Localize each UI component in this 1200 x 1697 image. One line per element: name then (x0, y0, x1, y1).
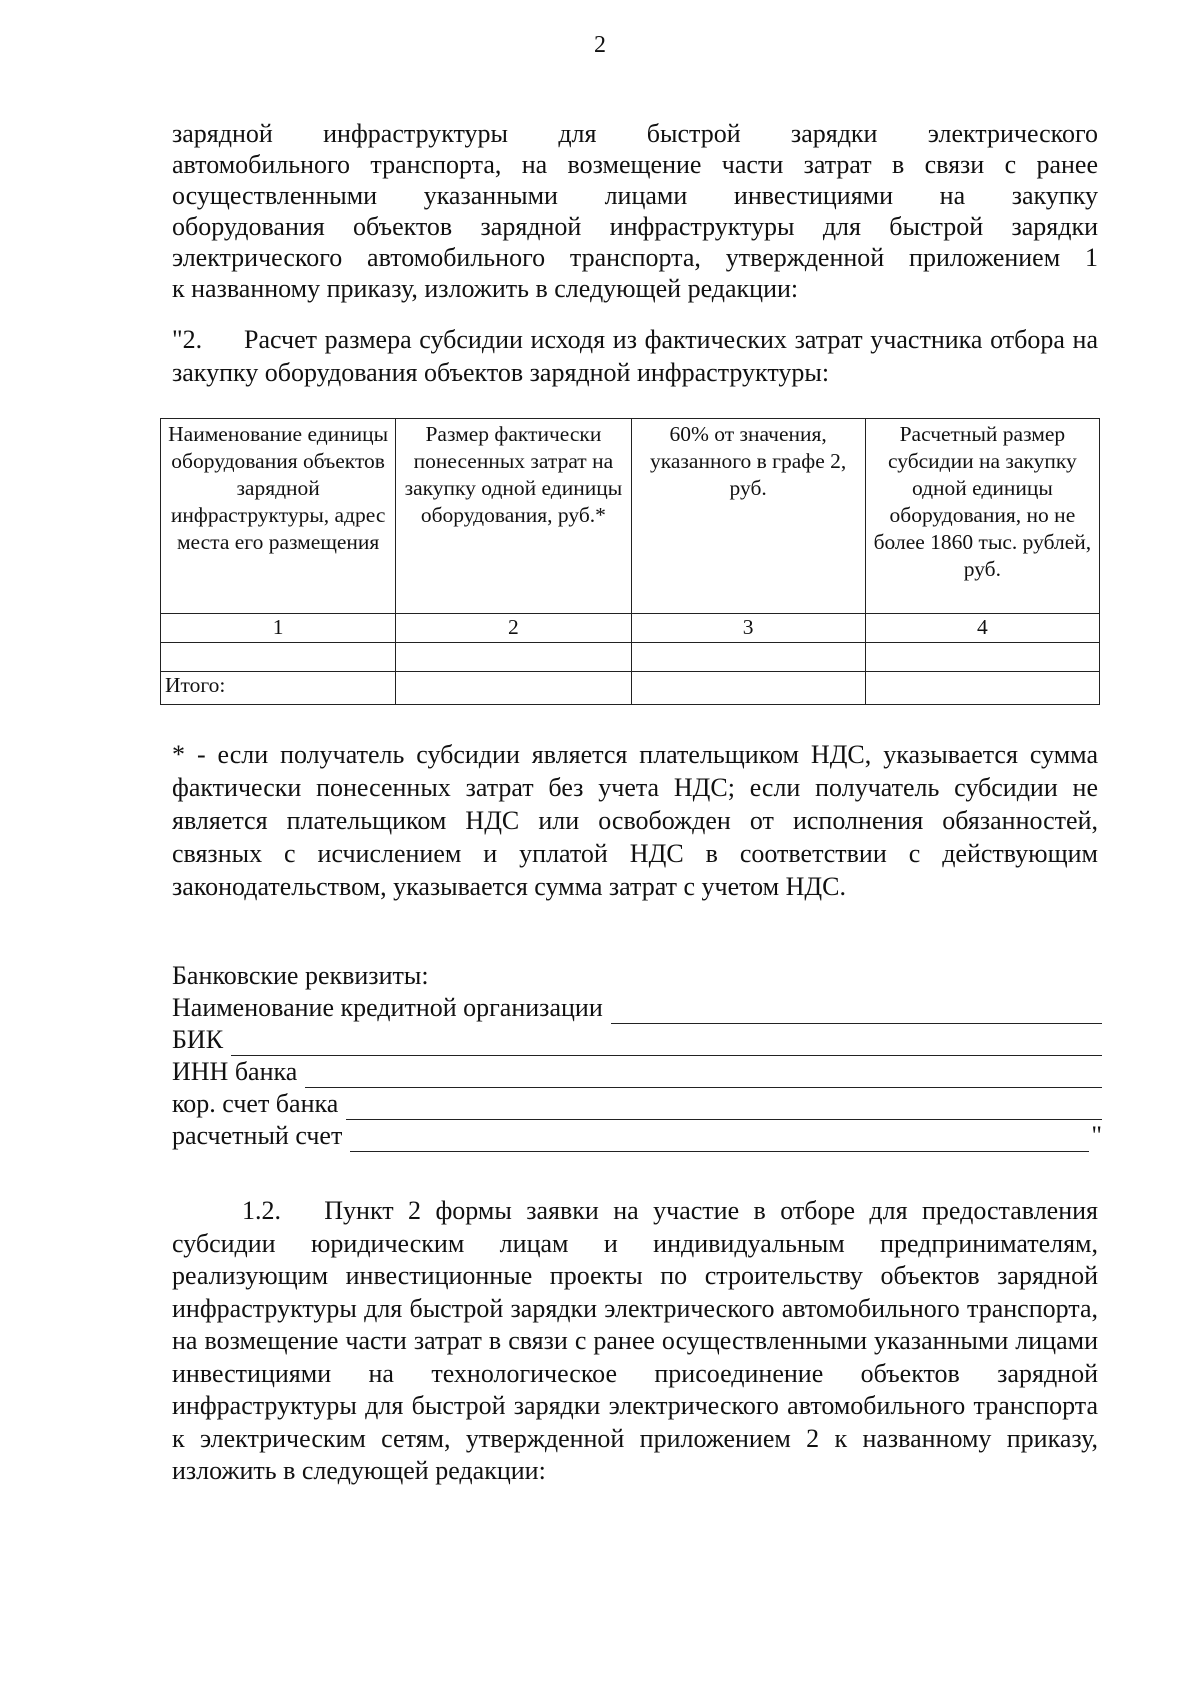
bank-field-row (172, 992, 1102, 1024)
table-cell[interactable] (865, 643, 1099, 672)
section-1-2-number: 1.2. (242, 1196, 281, 1225)
bank-field-label: Наименование кредитной организации (172, 993, 603, 1022)
correspondent-account-blank[interactable] (346, 1095, 1102, 1120)
inn-blank[interactable] (305, 1063, 1102, 1088)
section-1-2 (172, 1195, 1098, 1488)
intro-line: оборудования объектов зарядной инфраструктуры для быстрой зарядки (172, 212, 1098, 241)
settlement-account-blank[interactable] (350, 1127, 1089, 1152)
bank-field-label: расчетный счет (172, 1121, 343, 1150)
clause-2 (172, 323, 1098, 389)
intro-line: зарядной инфраструктуры для быстрой зарядки электрического (172, 119, 1098, 148)
table-header-2: Размер фактически понесенных затрат на закупку одной единицы оборудования, руб.* (396, 419, 631, 614)
total-cell[interactable] (396, 672, 631, 705)
table-cell[interactable] (161, 643, 396, 672)
bank-heading-row (172, 960, 1102, 992)
subsidy-calculation-table (160, 418, 1100, 705)
clause-2-text: Расчет размера субсидии исходя из фактических затрат участника отбора на закупку оборудования объектов зарядной инфраструктуры: (172, 325, 1098, 387)
column-number: 2 (396, 614, 631, 643)
bik-blank[interactable] (231, 1031, 1102, 1056)
table-cell[interactable] (396, 643, 631, 672)
intro-paragraph (172, 118, 1098, 304)
intro-line: к названному приказу, изложить в следующей редакции: (172, 274, 799, 303)
table-cell[interactable] (631, 643, 865, 672)
table-header-3: 60% от значения, указанного в графе 2, руб. (631, 419, 865, 614)
page-number: 2 (594, 32, 606, 58)
bank-heading: Банковские реквизиты: (172, 961, 429, 990)
total-cell[interactable] (865, 672, 1099, 705)
column-number: 3 (631, 614, 865, 643)
table-header-1: Наименование единицы оборудования объектов зарядной инфраструктуры, адрес места его размещения (161, 419, 396, 614)
bank-details (172, 960, 1102, 1152)
footnote: * - если получатель субсидии является плательщиком НДС, указывается сумма фактически понесенных затрат без учета НДС; если получатель субсидии не является плательщиком НДС или освобожден от исполнения обязанностей, связных с исчислением и уплатой НДС в соответствии с действующим законодательством, указывается сумма затрат с учетом НДС. (172, 740, 1098, 901)
bank-field-row (172, 1056, 1102, 1088)
intro-line: автомобильного транспорта, на возмещение части затрат в связи с ранее (172, 150, 1098, 179)
bank-field-label: ИНН банка (172, 1057, 298, 1086)
total-cell[interactable] (631, 672, 865, 705)
column-number: 1 (161, 614, 396, 643)
bank-field-label: БИК (172, 1025, 224, 1054)
intro-line: осуществленными указанными лицами инвестициями на закупку (172, 181, 1098, 210)
column-number: 4 (865, 614, 1099, 643)
bank-field-label: кор. счет банка (172, 1089, 339, 1118)
clause-2-number: "2. (172, 325, 203, 354)
section-1-2-text: Пункт 2 формы заявки на участие в отборе для предоставления субсидии юридическим лицам и индивидуальным предпринимателям, реализующим инвестиционные проекты по строительству объектов зарядной инфраструктуры для быстрой зарядки электрического автомобильного транспорта, на возмещение части затрат в связи с ранее осуществленными указанными лицами инвестициями на технологическое присоединение объектов зарядной инфраструктуры для быстрой зарядки электрического автомобильного транспорта к электрическим сетям, утвержденной приложением 2 к названному приказу, изложить в следующей редакции: (172, 1196, 1098, 1485)
bank-name-blank[interactable] (611, 999, 1102, 1024)
intro-line: электрического автомобильного транспорта, утвержденной приложением 1 (172, 243, 1098, 272)
closing-quote: " (1091, 1121, 1102, 1150)
bank-field-row (172, 1120, 1102, 1152)
section-1-2-paragraph (172, 1195, 1098, 1488)
bank-field-row (172, 1024, 1102, 1056)
bank-field-row (172, 1088, 1102, 1120)
total-label: Итого: (161, 672, 396, 705)
table-header-4: Расчетный размер субсидии на закупку одной единицы оборудования, но не более 1860 тыс. рублей, руб. (865, 419, 1099, 614)
